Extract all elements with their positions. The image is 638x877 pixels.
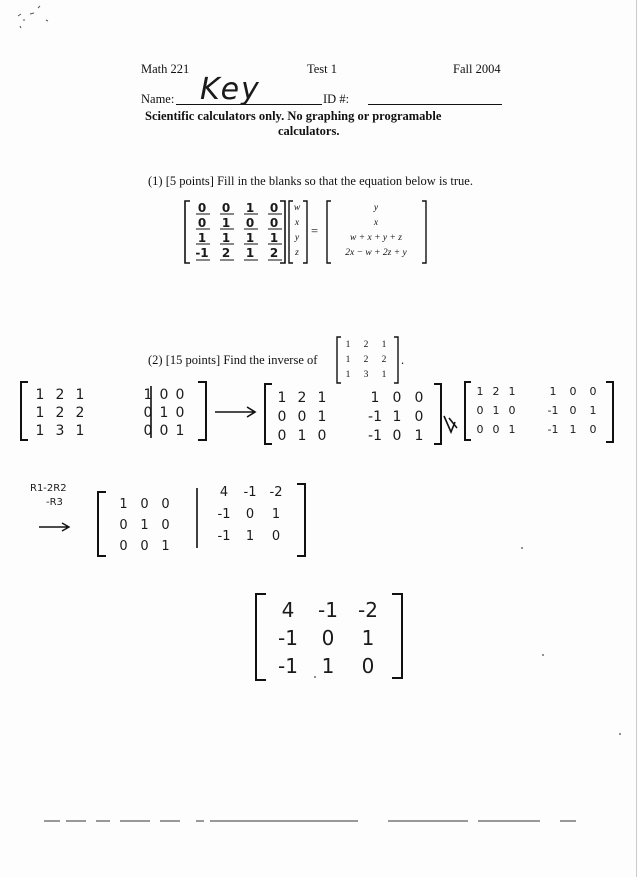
step3-right	[543, 382, 603, 439]
matrix-row: y	[373, 203, 379, 213]
matrix-row: w	[293, 203, 301, 213]
matrix-row: -1 0 1	[217, 507, 281, 522]
matrix-row: 1 0 0	[549, 385, 597, 398]
matrix-row: 0 1 0	[277, 428, 327, 444]
problem1-prompt: (1) [5 points] Fill in the blanks so that the equation below is true.	[148, 174, 473, 188]
matrix-row: -1 1 0	[217, 529, 281, 544]
matrix-row: 0 1 0 0	[197, 216, 279, 230]
step2-left	[272, 389, 332, 446]
matrix-row: 1 0 0	[370, 390, 424, 406]
matrix-row: 1 1 1 1	[197, 231, 279, 245]
course-label: Math 221	[141, 62, 190, 76]
matrix-row: 0 1 0	[476, 404, 516, 417]
arrow-right-icon	[214, 405, 258, 419]
row-op-note-line1: R1-2R2	[30, 483, 67, 494]
name-handwritten: Key	[200, 72, 261, 107]
name-label: Name:	[141, 92, 175, 106]
p1-blank-underlines	[192, 200, 284, 264]
scan-noise	[0, 540, 638, 840]
matrix-row: 1 2 1	[476, 385, 516, 398]
step3-left	[472, 382, 520, 439]
matrix-row: 1 2 2	[345, 355, 387, 365]
swap-arrow-icon	[441, 412, 459, 438]
matrix-row: -1 1 0	[547, 423, 597, 436]
matrix-row: 0 0 1	[476, 423, 516, 436]
matrix-row: 1 2 1	[345, 340, 387, 350]
term-label: Fall 2004	[453, 62, 501, 76]
matrix-row: 4 -1 -2	[281, 598, 378, 622]
step4-right	[211, 482, 289, 548]
scan-specks	[0, 0, 60, 40]
matrix-row: 0 0 1	[143, 423, 185, 439]
step2-right	[364, 389, 430, 446]
matrix-row: y	[294, 233, 300, 243]
matrix-row: 1 0 0	[143, 387, 185, 403]
matrix-row: 1 3 1	[345, 370, 387, 380]
matrix-row: -1 0 1	[368, 428, 424, 444]
matrix-row: -1 1 0	[278, 654, 375, 678]
bottom-dashed-rule	[0, 818, 638, 824]
p1-result	[330, 201, 422, 261]
matrix-row: 0 1 0	[143, 405, 185, 421]
matrix-row: -1 1 0	[368, 409, 424, 425]
matrix-row: -1 0 1	[278, 626, 375, 650]
matrix-row: x	[373, 218, 379, 228]
matrix-row: -1 2 1 2	[195, 246, 279, 260]
matrix-row: 1 2 1	[35, 387, 85, 403]
id-label: ID #:	[323, 92, 350, 106]
matrix-row: 1 0 0	[119, 497, 170, 512]
matrix-row: 1 2 2	[35, 405, 85, 421]
matrix-row: 4 -1 -2	[219, 485, 283, 500]
matrix-row: 0 0 1	[119, 539, 170, 554]
matrix-row: x	[294, 218, 300, 228]
p2-given-matrix	[339, 338, 393, 383]
matrix-row: z	[295, 248, 299, 258]
id-line	[368, 104, 502, 105]
arrow-right-icon	[38, 521, 72, 533]
p2-given-bracket-right	[393, 336, 399, 384]
matrix-row: 0 0 1	[277, 409, 327, 425]
step1-left	[30, 386, 90, 440]
p1-result-bracket-right	[421, 200, 427, 264]
step1-right	[140, 386, 188, 440]
matrix-row: 1 2 1	[277, 390, 327, 406]
matrix-row: 2x − w + 2z + y	[345, 248, 407, 258]
matrix-row: 0 0 1 0	[197, 201, 279, 215]
calculator-note-line2: calculators.	[278, 124, 340, 138]
p1-equals: =	[311, 224, 319, 238]
test-label: Test 1	[307, 62, 338, 76]
p1-right-bracket	[279, 200, 287, 264]
right-edge-line	[636, 0, 637, 877]
calculator-note-line1: Scientific calculators only. No graphing or programable	[145, 109, 442, 123]
problem2-prompt: (2) [15 points] Find the inverse of	[148, 353, 318, 367]
matrix-row: w + x + y + z	[350, 233, 402, 243]
matrix-row: 1 3 1	[35, 423, 85, 439]
p1-vector-bracket-right	[302, 200, 308, 264]
matrix-row: -1 0 1	[547, 404, 597, 417]
matrix-row: 0 1 0	[119, 518, 170, 533]
row-op-note-line2: -R3	[46, 497, 63, 508]
p2-period: .	[401, 353, 405, 367]
